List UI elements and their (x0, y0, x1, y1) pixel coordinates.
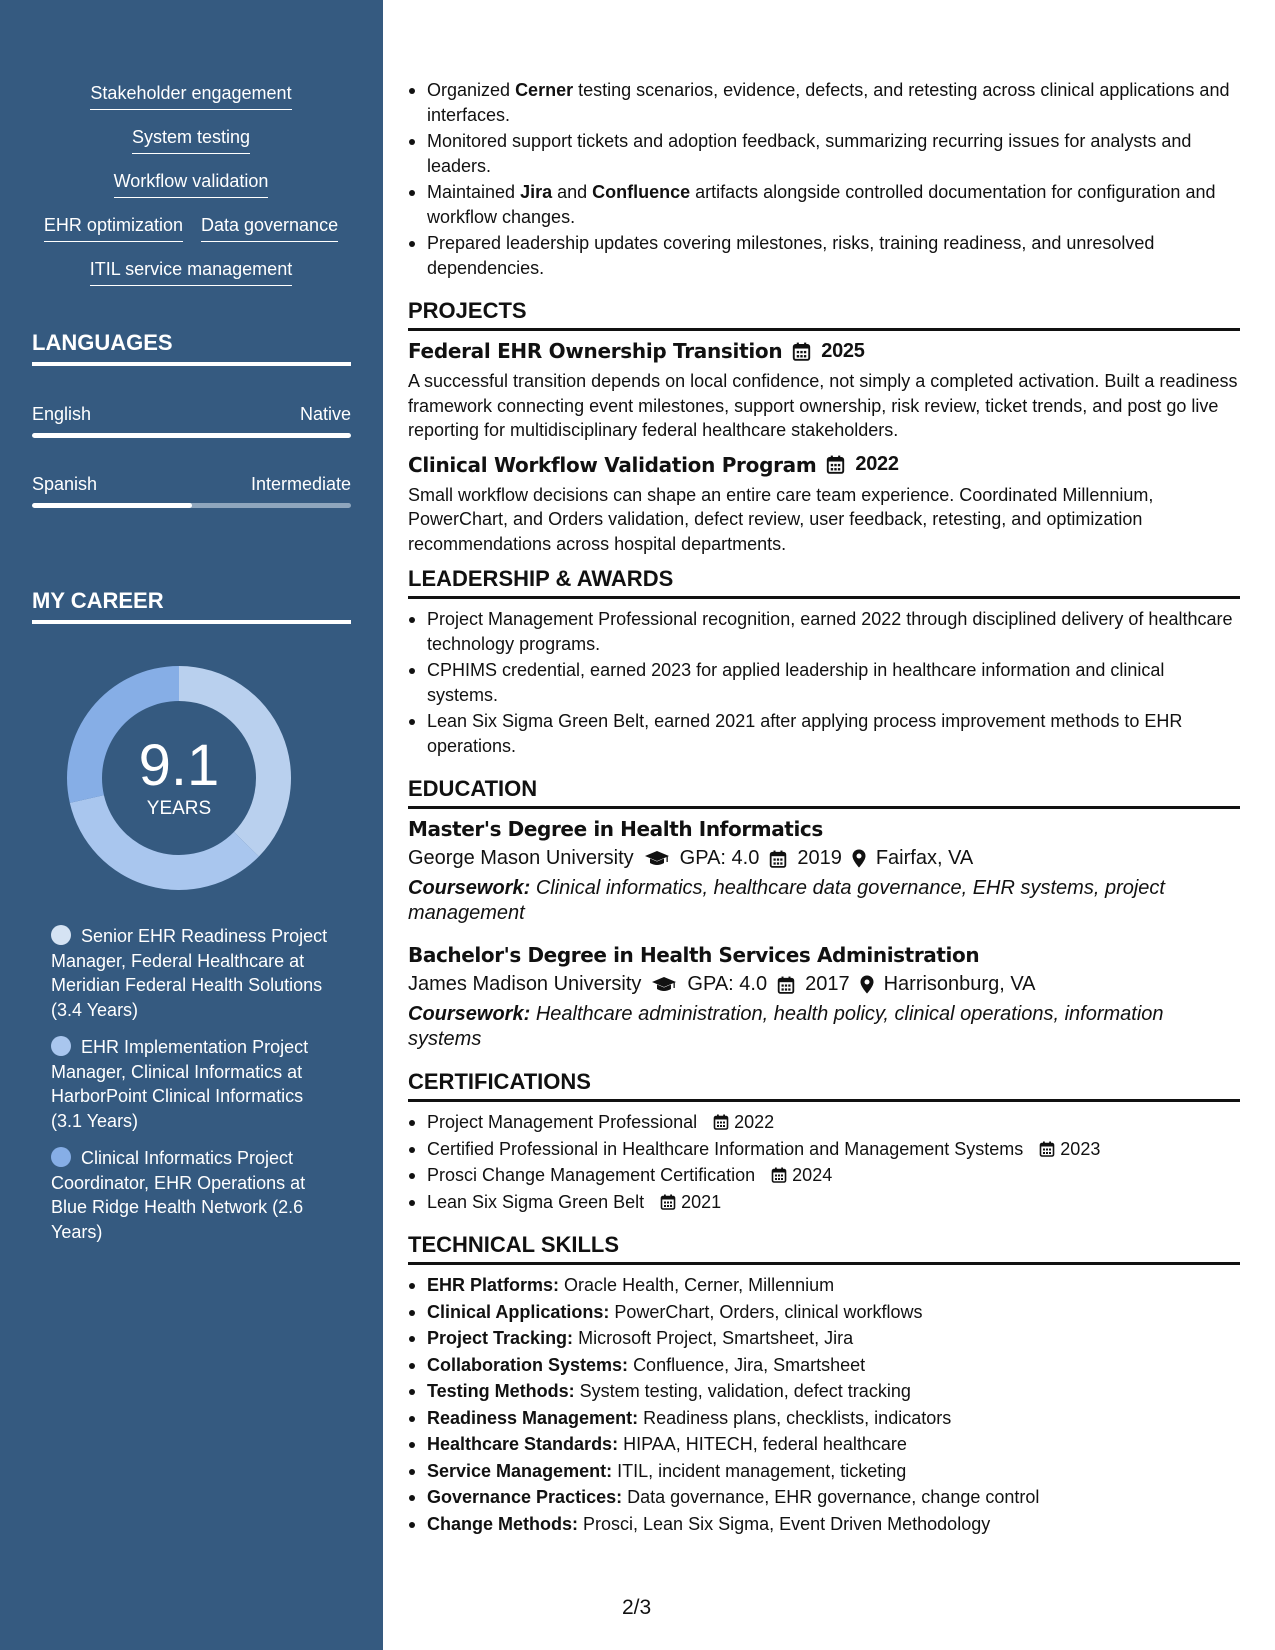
project-title-row (408, 339, 1240, 363)
career-text: Senior EHR Readiness Project Manager, Federal Healthcare at Meridian Federal Health Solutions (3.4 Years) (51, 926, 328, 1020)
experience-bullet (408, 180, 1240, 229)
bullet-text: Prepared leadership updates covering milestones, risks, training readiness, and unresolved dependencies. (427, 233, 1155, 278)
legend-dot (51, 1147, 71, 1167)
skill-tag: Stakeholder engagement (90, 80, 291, 110)
skill-values: Oracle Health, Cerner, Millennium (564, 1275, 835, 1295)
career-donut-chart (66, 665, 292, 891)
bold-keyword: Jira (520, 182, 553, 202)
calendar-icon (777, 976, 795, 994)
technical-skill-item (408, 1273, 1240, 1298)
language-row-spanish (32, 474, 351, 495)
language-bar-english (32, 433, 351, 438)
skill-tag: EHR optimization (44, 212, 183, 242)
location-pin-icon (860, 975, 874, 994)
career-text: Clinical Informatics Project Coordinator, EHR Operations at Blue Ridge Health Network (2.6 Years) (51, 1148, 306, 1242)
project-title: Clinical Workflow Validation Program (408, 452, 817, 477)
skill-tag-row (30, 168, 352, 198)
skill-category: EHR Platforms: (427, 1275, 560, 1295)
career-years-unit: YEARS (146, 798, 212, 819)
technical-skills-heading: TECHNICAL SKILLS (408, 1232, 1240, 1265)
bullet-text: Maintained (427, 182, 521, 202)
experience-bullet (408, 129, 1240, 178)
project-description: Small workflow decisions can shape an entire care team experience. Coordinated Millennium, PowerChart, and Orders validation, defect review, user feedback, retesting, and optimization recommendations across hospital departments. (408, 484, 1154, 554)
bold-keyword: Cerner (515, 80, 574, 100)
language-fill (32, 503, 192, 508)
graduation-year: 2019 (797, 847, 842, 869)
page-number: 2/3 (622, 1596, 652, 1619)
skill-category: Healthcare Standards: (427, 1434, 619, 1454)
legend-dot (51, 925, 71, 945)
certification-row (427, 1190, 1240, 1215)
career-list (51, 924, 331, 1257)
career-list-item (51, 924, 331, 1022)
certification-year: 2024 (792, 1165, 833, 1185)
calendar-icon (769, 850, 787, 868)
calendar-icon (660, 1194, 676, 1210)
skill-tag: System testing (132, 124, 250, 154)
school-name: George Mason University (408, 847, 634, 869)
technical-skill-item (408, 1432, 1240, 1457)
graduation-cap-icon (651, 976, 677, 994)
language-row-english (32, 404, 351, 425)
skill-values: System testing, validation, defect tracking (579, 1381, 911, 1401)
projects-list (408, 339, 1240, 556)
certification-item (408, 1137, 1240, 1162)
technical-skill-item (408, 1353, 1240, 1378)
calendar-icon (826, 455, 845, 474)
donut-center (66, 665, 292, 891)
skill-values: Readiness plans, checklists, indicators (643, 1407, 952, 1428)
technical-skill-item (408, 1512, 1240, 1537)
technical-skills-list (408, 1273, 1240, 1536)
graduation-cap-icon (644, 850, 670, 868)
degree-title: Master's Degree in Health Informatics (408, 817, 823, 841)
skill-category: Clinical Applications: (427, 1301, 610, 1322)
career-heading: MY CAREER (32, 588, 351, 624)
experience-bullets (408, 78, 1240, 280)
language-name: Spanish (32, 474, 98, 494)
language-fill (32, 433, 351, 438)
career-total-years: 9.1 (138, 733, 220, 798)
certifications-heading: CERTIFICATIONS (408, 1069, 1240, 1102)
certification-name: Lean Six Sigma Green Belt (427, 1191, 645, 1212)
skill-values: Data governance, EHR governance, change control (627, 1487, 1040, 1507)
language-level: Intermediate (250, 474, 351, 494)
leadership-item: CPHIMS credential, earned 2023 for applied leadership in healthcare information and clinical systems. (408, 658, 1240, 707)
projects-heading: PROJECTS (408, 298, 1240, 331)
project-description: A successful transition depends on local confidence, not simply a completed activation. Built a readiness framework connecting event milestones, support ownership, risk review, ticket trends, and post go live reporting for multidisciplinary federal healthcare stakeholders. (408, 371, 1238, 440)
bullet-text: Monitored support tickets and adoption feedback, summarizing recurring issues for analysts and leaders. (427, 131, 1192, 176)
bullet-text: testing scenarios, evidence, defects, and retesting across clinical applications and interfaces. (427, 80, 1230, 125)
skill-category: Testing Methods: (427, 1381, 575, 1401)
certification-item (408, 1110, 1240, 1135)
skill-category: Change Methods: (427, 1513, 578, 1534)
bullet-text: and (552, 182, 593, 202)
school-name: James Madison University (408, 973, 642, 995)
bold-keyword: Confluence (592, 182, 691, 202)
coursework-text: Healthcare administration, health policy, clinical operations, information systems (408, 1003, 1164, 1050)
language-bar-spanish (32, 503, 351, 508)
career-list-item (51, 1035, 331, 1133)
technical-skill-item (408, 1406, 1240, 1431)
project-title-row (408, 453, 1240, 477)
skill-category: Readiness Management: (427, 1407, 639, 1428)
skill-values: PowerChart, Orders, clinical workflows (614, 1301, 923, 1322)
project-year: 2022 (855, 453, 899, 475)
calendar-icon (792, 342, 811, 361)
calendar-icon (1039, 1141, 1055, 1157)
technical-skill-item (408, 1326, 1240, 1351)
education-meta (408, 973, 1240, 996)
technical-skill-item (408, 1459, 1240, 1484)
certification-name: Certified Professional in Healthcare Information and Management Systems (427, 1138, 1024, 1159)
certification-row (427, 1163, 1240, 1188)
legend-dot (51, 1036, 71, 1056)
project-title: Federal EHR Ownership Transition (408, 339, 783, 363)
certification-name: Project Management Professional (427, 1112, 698, 1132)
skill-category: Governance Practices: (427, 1487, 623, 1507)
graduation-year: 2017 (805, 973, 850, 995)
leadership-item: Lean Six Sigma Green Belt, earned 2021 after applying process improvement methods to EHR operations. (408, 709, 1240, 758)
degree-title: Bachelor's Degree in Health Services Administration (408, 943, 980, 967)
main-content (408, 78, 1240, 1538)
bullet-text: artifacts alongside controlled documentation for configuration and workflow changes. (427, 182, 1216, 227)
location-pin-icon (852, 849, 866, 868)
leadership-list (408, 607, 1240, 758)
skill-tags (30, 80, 352, 300)
coursework-label: Coursework: (408, 877, 531, 899)
technical-skill-item (408, 1379, 1240, 1404)
skill-values: ITIL, incident management, ticketing (617, 1460, 907, 1481)
certification-item (408, 1190, 1240, 1215)
certification-year: 2022 (734, 1112, 775, 1132)
skill-tag-row (30, 80, 352, 110)
education-list (408, 817, 1240, 1051)
certification-year: 2021 (681, 1191, 722, 1212)
certification-year: 2023 (1060, 1138, 1101, 1159)
certification-name: Prosci Change Management Certification (427, 1165, 756, 1185)
technical-skill-item (408, 1300, 1240, 1325)
bullet-text: Organized (427, 80, 516, 100)
leadership-heading: LEADERSHIP & AWARDS (408, 566, 1240, 599)
certification-row (427, 1110, 1240, 1135)
skill-values: Confluence, Jira, Smartsheet (633, 1354, 866, 1375)
coursework (408, 1002, 1240, 1051)
leadership-item: Project Management Professional recognition, earned 2022 through disciplined delivery of healthcare technology programs. (408, 607, 1240, 656)
school-location: Fairfax, VA (875, 847, 974, 869)
calendar-icon (771, 1167, 787, 1183)
technical-skill-item (408, 1485, 1240, 1510)
coursework-label: Coursework: (408, 1003, 531, 1025)
sidebar (0, 0, 383, 1650)
certifications-list (408, 1110, 1240, 1214)
skill-category: Service Management: (427, 1460, 613, 1481)
skill-tag: ITIL service management (90, 256, 292, 286)
coursework (408, 876, 1240, 925)
skill-tag-row (30, 212, 352, 242)
skill-tag-row (30, 124, 352, 154)
languages-heading: LANGUAGES (32, 330, 351, 366)
skill-tag: Data governance (201, 212, 338, 242)
skill-category: Project Tracking: (427, 1328, 574, 1348)
skill-tag-row (30, 256, 352, 286)
skill-category: Collaboration Systems: (427, 1354, 629, 1375)
gpa: GPA: 4.0 (687, 973, 768, 995)
education-meta (408, 847, 1240, 870)
education-heading: EDUCATION (408, 776, 1240, 809)
skill-values: Prosci, Lean Six Sigma, Event Driven Methodology (583, 1513, 991, 1534)
skill-values: Microsoft Project, Smartsheet, Jira (578, 1328, 854, 1348)
school-location: Harrisonburg, VA (883, 973, 1036, 995)
certification-row (427, 1137, 1240, 1162)
gpa: GPA: 4.0 (679, 847, 760, 869)
calendar-icon (713, 1114, 729, 1130)
career-list-item (51, 1146, 331, 1244)
skill-values: HIPAA, HITECH, federal healthcare (623, 1434, 907, 1454)
project-year: 2025 (821, 339, 865, 362)
experience-bullet (408, 231, 1240, 280)
certification-item (408, 1163, 1240, 1188)
language-level: Native (299, 404, 351, 424)
skill-tag: Workflow validation (114, 168, 269, 198)
career-text: EHR Implementation Project Manager, Clinical Informatics at HarborPoint Clinical Informatics (3.1 Years) (51, 1037, 309, 1131)
experience-bullet (408, 78, 1240, 127)
coursework-text: Clinical informatics, healthcare data governance, EHR systems, project management (408, 877, 1165, 924)
language-name: English (32, 404, 92, 424)
